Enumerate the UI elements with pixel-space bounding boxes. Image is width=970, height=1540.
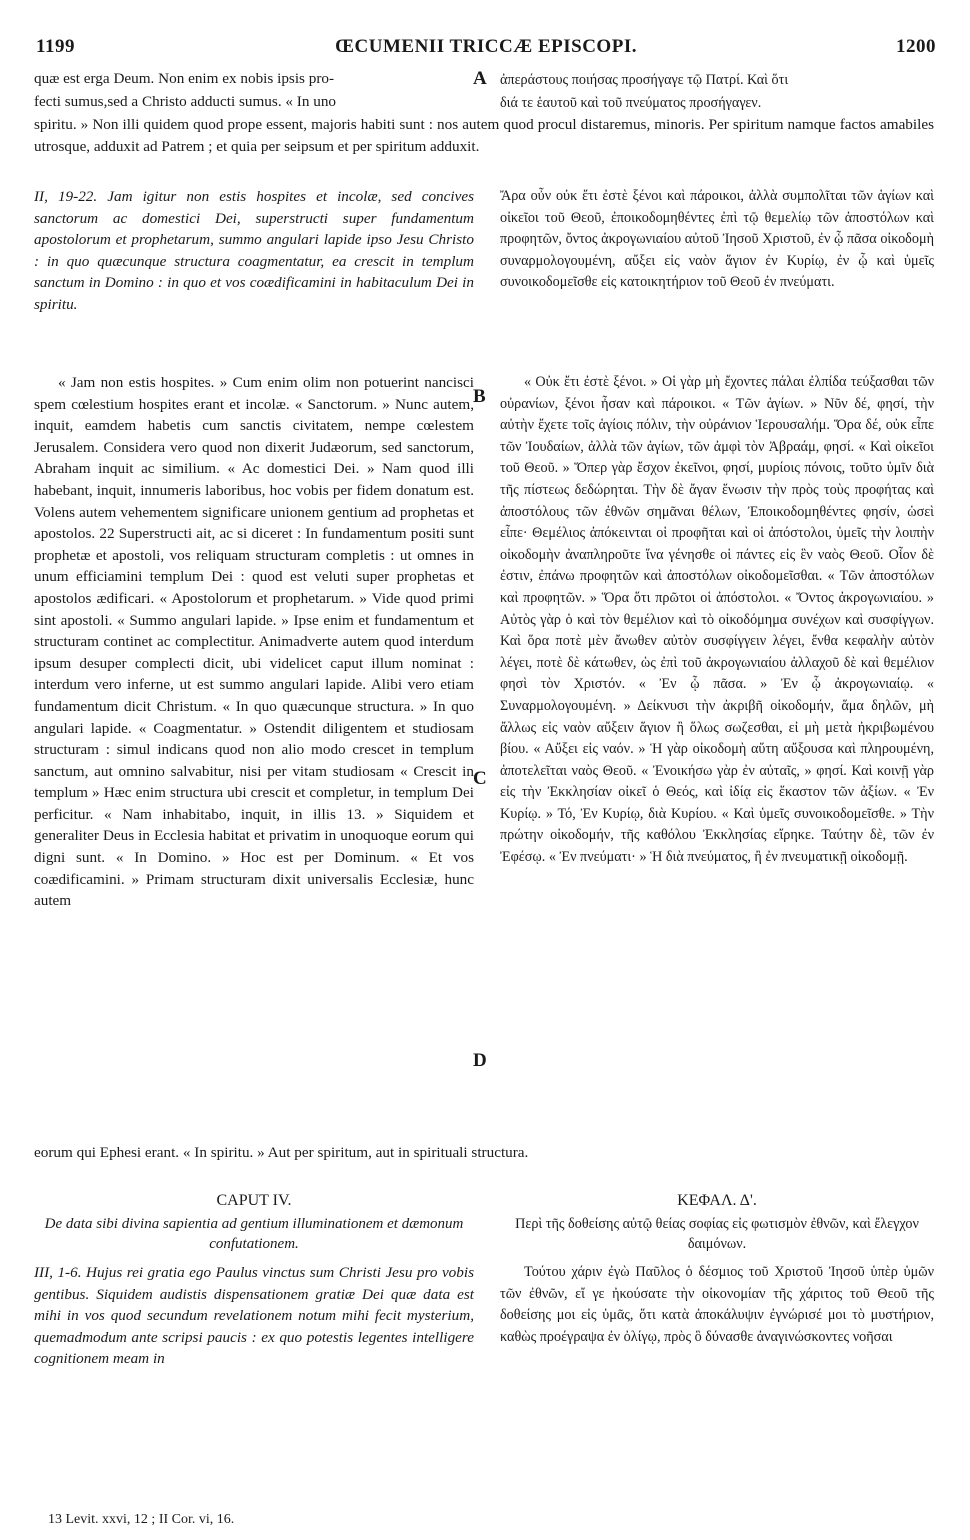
page-number-left: 1199 <box>36 36 75 57</box>
page-header <box>36 36 936 60</box>
intro-full-width-paragraph: spiritu. » Non illi quidem quod prope essent, majoris habiti sunt : nos autem quod procul distaremus, minoris. Per spiritum namque factos amabiles utrosque, adduxit ad Patrem ; et quia per seipsum et per spiritum adduxit. <box>34 116 934 155</box>
margin-letter-d: D <box>473 1050 487 1071</box>
verse-ii-latin: II, 19-22. Jam igitur non estis hospites et incolæ, sed concives sanctorum ac domestici Dei, superstructi super fundamentum apostolorum et prophetarum, summo angulari lapide ipso Jesu Christo : in quo quæcunque structura coagmentatur, ea crescit in templum sanctum in Domino : in quo et vos coædificamini in habitaculum Dei in spiritu. <box>34 188 474 313</box>
chapter-latin-title: CAPUT IV. <box>216 1192 292 1209</box>
intro-latin-line-2: fecti sumus,sed a Christo adducti sumus. « In uno <box>34 93 337 110</box>
chapter-verse-greek: Τούτου χάριν ἐγὼ Παῦλος ὁ δέσμιος τοῦ Χριστοῦ Ἰησοῦ ὑπὲρ ὑμῶν τῶν ἐθνῶν, εἴ γε ἠκούσατε τὴν οἰκονομίαν τῆς χάριτος τοῦ Θεοῦ τῆς δοθείσης μοι εἰς ὑμᾶς, ὅτι κατὰ ἀποκάλυψιν ἐγνώρισέ μοι τὸ μυστήριον, καθὼς προέγραψα ἐν ὀλίγῳ, πρὸς ὃ δύνασθε ἀναγινώσκοντες νοῆσαι <box>500 1264 934 1345</box>
verse-ii-greek: Ἄρα οὖν οὐκ ἔτι ἐστὲ ξένοι καὶ πάροικοι, ἀλλὰ συμπολῖται τῶν ἁγίων καὶ οἰκεῖοι τοῦ Θεοῦ, ἐποικοδομηθέντες ἐπὶ τῷ θεμελίῳ τῶν ἀποστόλων καὶ προφητῶν, ὄντος ἀκρογωνιαίου αὐτοῦ Ἰησοῦ Χριστοῦ, ἐν ᾧ πᾶσα οἰκοδομὴ συναρμολογουμένη, αὔξει εἰς ναὸν ἅγιον ἐν Κυρίῳ, ἐν ᾧ καὶ ὑμεῖς συνοικοδομεῖσθε εἰς κατοικητήριον τοῦ Θεοῦ ἐν πνεύματι. <box>500 188 934 291</box>
margin-letter-b: B <box>473 386 486 407</box>
running-title: ŒCUMENII TRICCÆ EPISCOPI. <box>335 36 637 57</box>
footnote: 13 Levit. xxvi, 12 ; II Cor. vi, 16. <box>48 1512 235 1527</box>
chapter-latin-subtitle: De data sibi divina sapientia ad gentium illuminationem et dæmonum confutationem. <box>44 1216 464 1252</box>
chapter-greek-title: ΚΕΦΑΛ. Δ'. <box>677 1192 757 1209</box>
page-number-right: 1200 <box>896 36 936 57</box>
margin-letter-c: C <box>473 768 487 789</box>
intro-greek-line-2: διά τε ἑαυτοῦ καὶ τοῦ πνεύματος προσήγαγεν. <box>500 95 762 111</box>
margin-letter-a: A <box>473 68 487 89</box>
chapter-greek-subtitle: Περὶ τῆς δοθείσης αὐτῷ θείας σοφίας εἰς φωτισμὸν ἐθνῶν, καὶ ἔλεγχον δαιμόνων. <box>515 1216 919 1252</box>
commentary-full-width-end: eorum qui Ephesi erant. « In spiritu. » Aut per spiritum, aut in spirituali structura. <box>34 1144 529 1161</box>
chapter-verse-latin: III, 1-6. Hujus rei gratia ego Paulus vinctus sum Christi Jesu pro vobis gentibus. Siquidem audistis dispensationem gratiæ Dei quæ data est mihi in vos quod secundum revelationem notum mihi fecit mysterium, quemadmodum ante scripsi paucis : ex quo potestis legentes intelligere cognitionem meam in <box>34 1264 474 1368</box>
commentary-greek: « Οὐκ ἔτι ἐστὲ ξένοι. » Οἱ γὰρ μὴ ἔχοντες πάλαι ἐλπίδα τεύξασθαι τῶν οὐρανίων, ξένοι ἦσαν καὶ πάροικοι. « Τῶν ἁγίων. » Νῦν δέ, φησί, τὴν αὐτὴν ἔχετε τοῖς ἁγίοις πόλιν, τὴν οὐράνιον Ἱερουσαλήμ. Ὅρα δέ, οὐκ εἶπε τῶν Ἰουδαίων, ἀλλὰ τῶν ἁγίων, τῶν ἀμφὶ τὸν Ἀβραάμ, φησί. « Καὶ οἰκεῖοι τοῦ Θεοῦ. » Ὅπερ γὰρ ἔσχον ἐκεῖνοι, φησί, μυρίοις πόνοις, τοῦτο ὑμῖν διὰ τῆς πίστεως δεδώρηται. Τὴν δὲ ἄγαν ἕνωσιν τὴν πρὸς τοὺς προφήτας καὶ ἀποστόλους τῶν ἐθνῶν σημᾶναι θέλων, Ἐποικοδομηθέντες φησίν, ὡσεὶ εἶπε· Θεμέλιος ἀπόκεινται οἱ προφῆται καὶ οἱ ἀπόστολοι, ὑμεῖς τὴν λοιπὴν οἰκοδομὴν ἀναπληροῦτε ἵνα γένησθε οἱ πάντες εἰς ἓν ναὸς Θεοῦ. Οἷον δὲ ἐστιν, ἐπάνω προφητῶν καὶ ἀποστόλων οἰκοδομεῖσθαι. « Τῶν ἀποστόλων καὶ προφητῶν. » Ὅρα ὅτι πρῶτοι οἱ ἀπόστολοι. « Ὄντος ἀκρογωνιαίου. » Αὐτὸς γὰρ ὁ καὶ τὸν θεμέλιον καὶ τὸ οἰκοδόμημα συνέχων καὶ συσφίγγων. Καὶ ὅρα ποτὲ μὲν ἄνωθεν αὐτὸν συσφίγγειν λέγει, ἔνθα κεφαλὴν αὐτὸν λέγει, ποτὲ δὲ κάτωθεν, ὡς ἐπὶ τοῦ ἀκρογωνιαίου ἀλλαχοῦ δὲ καὶ θεμέλιον φησὶ τὸν Χριστόν. « Ἐν ᾧ πᾶσα. » Ἐν ᾧ ἀκρογωνιαίῳ. « Συναρμολογουμένη. » Δείκνυσι τὴν ἀκριβῆ οἰκοδομήν, ἅμα δηλῶν, μὴ ἄλλως εἰς ναὸν αὔξειν ἅγιον ἢ ὅλως σωζεσθαι, εἰ μὴ μετὰ ἠκριβωμένου βίου. « Αὔξει εἰς ναόν. » Ἡ γὰρ οἰκοδομὴ αὕτη αὔξουσα καὶ πληρουμένη, ἀποτελεῖται ναὸς Θεοῦ. « Ἐνοικήσω γὰρ ἐν αὐταῖς, » φησί. Καὶ κοινῇ γὰρ εἰς τὴν Ἐκκλησίαν οἰκεῖ ὁ Θεός, καὶ ἰδίᾳ εἰς ἕκαστον τῶν ἀξίων. « Ἐν Κυρίῳ. » Τό, Ἐν Κυρίῳ, διὰ Κυρίου. « Καὶ ὑμεῖς συνοικοδομεῖσθε. » Τὴν πρώτην οἰκοδομήν, τῆς καθόλου Ἐκκλησίας εἴρηκε. Ταύτην δὲ, τῶν ἐν Ἐφέσῳ. « Ἐν πνεύματι· » Ἡ διὰ πνεύματος, ἢ ἐν πνευματικῇ οἰκοδομῇ. <box>500 374 934 866</box>
commentary-latin: « Jam non estis hospites. » Cum enim olim non potuerint nancisci spem cœlestium hospites erant et incolæ. « Sanctorum. » Nunc autem, inquit, eamdem habetis cum sanctis civitatem, nempe cœlestem Jerusalem. Considera vero quod non dixerit Judæorum, sed sanctorum, Abraham inquit ac similium. « Ac domestici Dei. » Nam quod illi habebant, inquit, innumeris laboribus, hoc vobis per fidem donatum est. Volens autem vehementem significare unionem gentium ad prophetas et apostolos. 22 Superstructi ait, ac si diceret : In fundamentum positi sunt prophetæ et apostoli, vos reliquam structuram completis : ut omnes in unum efficiamini templum Dei : quod est veluti super prophetas et apostolos ædificari. « Apostolorum et prophetarum. » Vide quod primi sint apostoli. « Summo angulari lapide. » Ipse enim et fundamentum et structuram continet ac complectitur. Animadverte autem quod interdum ipsum desuper complecti dicit, ubi videlicet caput illum nominat : interdum vero inferne, ut est summo angulari lapide. Alibi vero etiam fundamentum dicit Christum. « In quo quæcunque structura. » In quo angulari lapide. « Coagmentatur. » Ostendit diligentem et studiosam structuram : simul indicans quod non alio modo crescet in templum sanctum, aut omnino salvabitur, nisi per vitam studiosam « Crescit in templum » Hæc enim structura ubi crescit et completur, in templum Dei perficitur. « Nam inhabitabo, inquit, in illis 13. » Siquidem et generaliter Deus in Ecclesia habitat et privatim in unoquoque eorum qui digni sunt. « In Domino. » Hoc est per Dominum. « Et vos coædificamini. » Primam structuram dixit universalis Ecclesiæ, hunc autem <box>34 374 474 910</box>
intro-greek-line-1: ἀπεράστους ποιήσας προσήγαγε τῷ Πατρί. Καὶ ὅτι <box>500 72 789 88</box>
intro-latin-line-1: quæ est erga Deum. Non enim ex nobis ipsis pro- <box>34 70 335 87</box>
